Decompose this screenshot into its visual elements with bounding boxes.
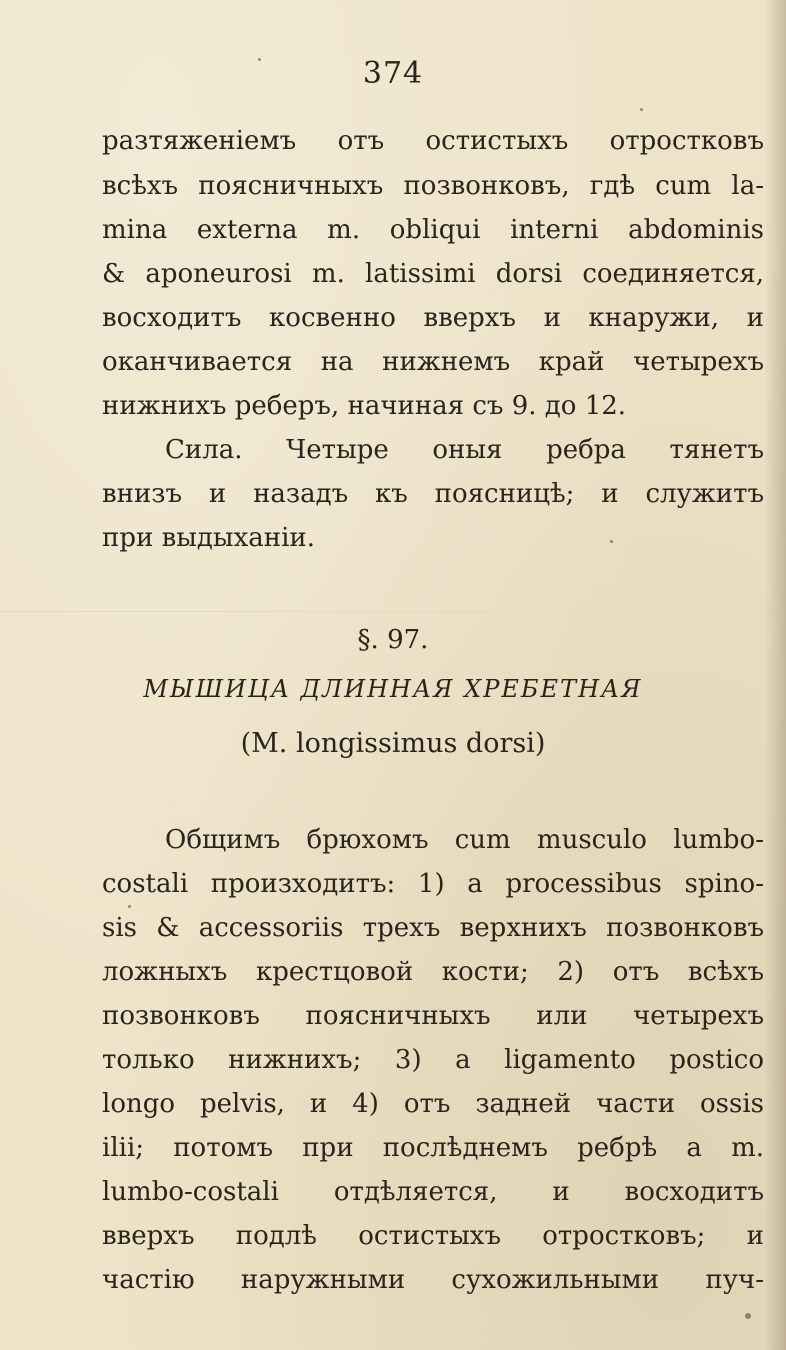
text-line: оканчивается на нижнемъ край четырехъ: [102, 347, 764, 377]
text-line: ilii; потомъ при послѣднемъ ребрѣ a m.: [102, 1133, 764, 1163]
text-line: только нижнихъ; 3) a ligamento postico: [102, 1045, 764, 1075]
section-title: МЫШИЦА ДЛИННАЯ ХРЕБЕТНАЯ: [143, 675, 643, 703]
paper-speck: [128, 905, 131, 908]
text-line: Общимъ брюхомъ cum musculo lumbo-: [165, 825, 764, 855]
text-line: внизъ и назадъ къ поясницѣ; и служитъ: [102, 479, 764, 509]
section-subtitle: (M. longissimus dorsi): [240, 728, 546, 759]
text-line: mina externa m. obliqui interni abdominis: [102, 215, 764, 245]
text-line: восходитъ косвенно вверхъ и кнаружи, и: [102, 303, 764, 333]
text-line: разтяженіемъ отъ остистыхъ отростковъ: [102, 126, 764, 156]
text-line: вверхъ подлѣ остистыхъ отростковъ; и: [102, 1221, 764, 1251]
section-number: §. 97.: [357, 625, 429, 655]
text-line: sis & accessoriis трехъ верхнихъ позвонковъ: [102, 913, 764, 943]
text-line: costali произходитъ: 1) a processibus spino-: [102, 869, 764, 899]
text-line: Сила. Четыре оныя ребра тянетъ: [165, 435, 764, 465]
text-line: нижнихъ реберъ, начиная съ 9. до 12.: [102, 391, 627, 421]
paper-speck: [610, 540, 613, 543]
paper-speck: [258, 58, 261, 61]
paper-speck: [745, 1313, 751, 1319]
text-line: ложныхъ крестцовой кости; 2) отъ всѣхъ: [102, 957, 764, 987]
page-number: 374: [362, 56, 424, 91]
page-edge-shadow: [764, 0, 786, 1350]
text-line: при выдыханіи.: [102, 523, 316, 553]
text-line: lumbo-costali отдѣляется, и восходитъ: [102, 1177, 764, 1207]
text-line: longo pelvis, и 4) отъ задней части ossis: [102, 1089, 764, 1119]
paper-speck: [640, 108, 643, 111]
scan-artifact-line: [0, 611, 786, 612]
text-line: частію наружными сухожильными пуч-: [102, 1265, 764, 1295]
text-line: позвонковъ поясничныхъ или четырехъ: [102, 1001, 764, 1031]
text-line: & aponeurosi m. latissimi dorsi соединяется,: [102, 259, 764, 289]
text-line: всѣхъ поясничныхъ позвонковъ, гдѣ cum la-: [102, 171, 764, 201]
